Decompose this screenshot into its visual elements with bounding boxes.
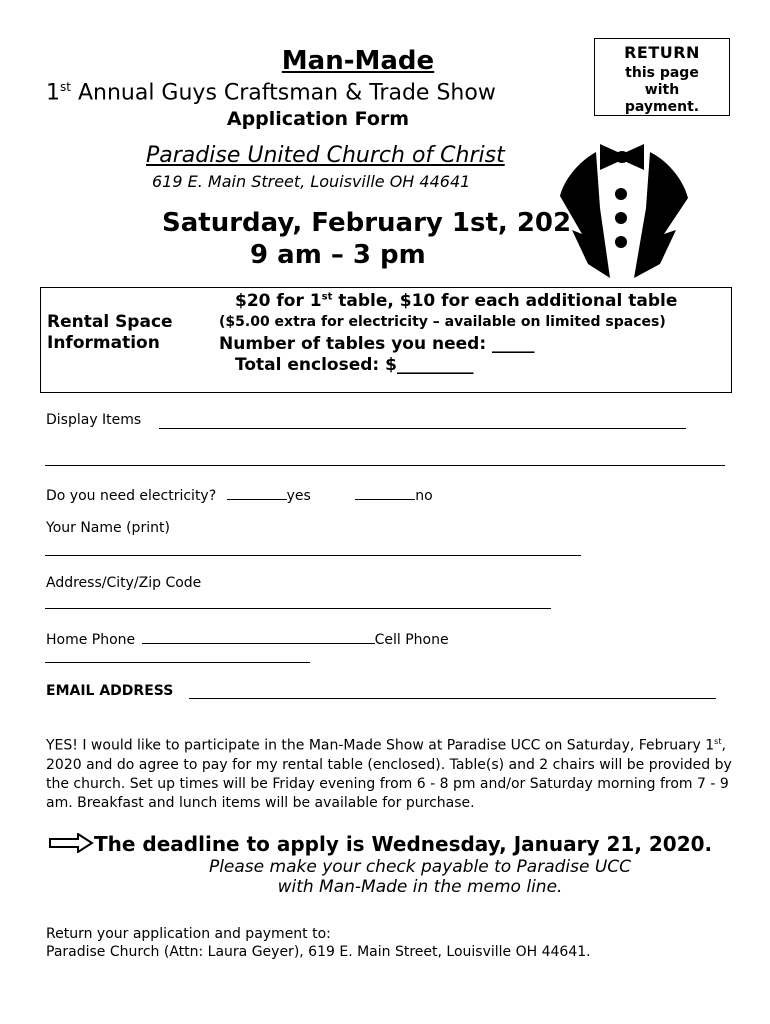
rental-price-rest: table, $10 for each additional table	[332, 291, 678, 311]
subtitle-ordinal: 1	[46, 80, 60, 106]
church-address: 619 E. Main Street, Louisville OH 44641	[152, 172, 471, 191]
event-date: Saturday, February 1st, 202	[162, 208, 572, 238]
return-address-text: Paradise Church (Attn: Laura Geyer), 619 E. Main Street, Louisville OH 44641.	[46, 944, 591, 960]
memo-line-note: with Man-Made in the memo line.	[277, 877, 563, 897]
display-items-field[interactable]	[159, 428, 686, 429]
return-notice-line: payment.	[624, 99, 700, 115]
rental-label	[47, 312, 173, 354]
return-notice-heading: RETURN	[624, 43, 700, 62]
email-label: EMAIL ADDRESS	[46, 683, 174, 699]
email-field[interactable]	[189, 698, 716, 699]
agreement-text-part1: YES! I would like to participate in the Man-Made Show at Paradise UCC on Saturday, February 1	[46, 737, 715, 754]
right-arrow-icon	[48, 833, 94, 853]
return-address-heading: Return your application and payment to:	[46, 926, 331, 942]
application-form-heading: Application Form	[226, 108, 410, 130]
agreement-date-sup: st	[714, 737, 722, 746]
display-items-field-line2[interactable]	[45, 465, 725, 466]
return-address	[46, 925, 591, 961]
agreement-text-part2: , 2020 and do agree to pay for my rental table (enclosed). Table(s) and 2 chairs will be provided by the church. Set up times will be Friday evening from 6 - 8 pm and/or Saturday morning from 7 - 9 am. Breakfast and lunch items will be available for purchase.	[46, 737, 732, 811]
rental-label-line: Rental Space	[47, 312, 173, 332]
cell-phone-label: Cell Phone	[374, 632, 449, 648]
church-name: Paradise United Church of Christ	[146, 143, 505, 168]
cell-phone-field[interactable]	[45, 662, 310, 663]
return-notice-line: this page	[625, 65, 699, 81]
return-notice-box	[594, 38, 730, 116]
deadline-line	[48, 832, 712, 856]
rental-price-sup: st	[321, 291, 333, 303]
electricity-question-label: Do you need electricity?	[46, 488, 217, 504]
subtitle-ordinal-suffix: st	[60, 80, 71, 94]
agreement-paragraph	[46, 732, 736, 813]
subtitle-text: Annual Guys Craftsman & Trade Show	[70, 80, 496, 106]
rental-label-line: Information	[47, 333, 160, 353]
return-notice-text	[595, 65, 729, 116]
electricity-note: ($5.00 extra for electricity – available on limited spaces)	[219, 314, 666, 330]
address-label: Address/City/Zip Code	[46, 575, 202, 591]
rental-price-prefix: $20 for 1	[235, 291, 322, 311]
phone-row	[46, 629, 449, 648]
your-name-field[interactable]	[45, 555, 581, 556]
address-field[interactable]	[45, 608, 551, 609]
electricity-no-label: no	[415, 488, 433, 504]
rental-info-box	[40, 287, 732, 393]
form-title: Man-Made	[281, 46, 435, 76]
check-payable-line: Please make your check payable to Paradise UCC	[208, 857, 632, 877]
electricity-no-blank[interactable]	[355, 485, 415, 500]
home-phone-field[interactable]	[142, 629, 375, 644]
electricity-yes-blank[interactable]	[227, 485, 287, 500]
rental-price	[235, 291, 677, 311]
display-items-label: Display Items	[46, 412, 142, 428]
tables-needed-field[interactable]: Number of tables you need: _____	[219, 334, 535, 354]
home-phone-label: Home Phone	[46, 632, 136, 648]
event-subtitle	[46, 80, 496, 105]
event-time: 9 am – 3 pm	[250, 240, 426, 270]
electricity-yes-label: yes	[286, 488, 311, 504]
electricity-question	[46, 485, 433, 504]
deadline-text: The deadline to apply is Wednesday, January 21, 2020.	[94, 832, 713, 856]
total-enclosed-field[interactable]: Total enclosed: $_________	[235, 355, 474, 375]
tuxedo-icon	[560, 138, 688, 280]
return-notice-line: with	[644, 82, 680, 98]
your-name-label: Your Name (print)	[46, 520, 170, 536]
